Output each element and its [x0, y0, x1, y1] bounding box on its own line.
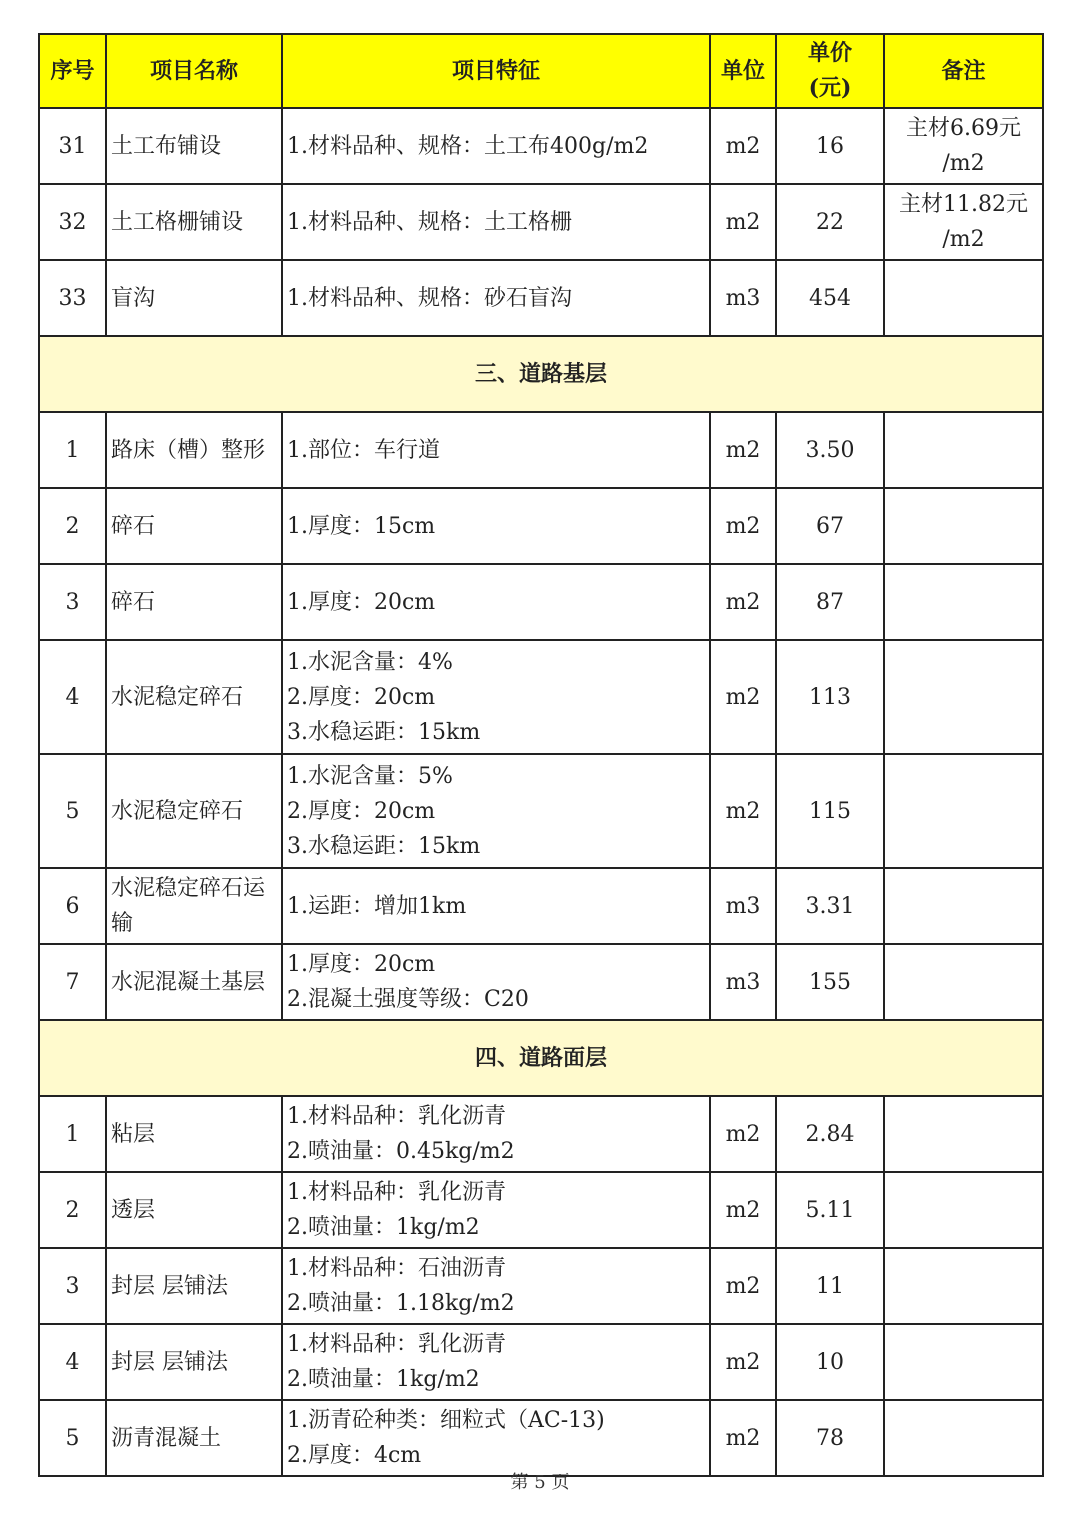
table-row: [39, 868, 1043, 944]
row-feature: [282, 108, 710, 184]
row-no: 7: [39, 944, 106, 1020]
feature-line: 1.材料品种：石油沥青: [287, 1256, 506, 1281]
row-name: 沥青混凝土: [106, 1400, 282, 1476]
feature-line: 2.厚度：20cm: [287, 798, 436, 824]
header-unit: 单位: [710, 34, 776, 108]
row-price: 22: [776, 184, 884, 260]
table-row: [39, 754, 1043, 868]
row-note: [884, 1172, 1043, 1248]
header-no: 序号: [39, 34, 106, 108]
row-unit: m2: [710, 184, 776, 260]
note-line: 主材6.69元: [906, 116, 1021, 141]
row-price: 115: [776, 754, 884, 868]
table-row: [39, 412, 1043, 488]
row-no: 31: [39, 108, 106, 184]
row-note: [884, 754, 1043, 868]
row-name: 碎石: [106, 564, 282, 640]
row-feature: [282, 1400, 710, 1476]
row-unit: m2: [710, 1400, 776, 1476]
row-price: 155: [776, 944, 884, 1020]
row-no: 5: [39, 1400, 106, 1476]
row-name: 封层 层铺法: [106, 1248, 282, 1324]
feature-line: 2.喷油量：1.18kg/m2: [287, 1291, 515, 1316]
row-price: 3.50: [776, 412, 884, 488]
row-note: [884, 868, 1043, 944]
row-name: 盲沟: [106, 260, 282, 336]
row-feature: [282, 260, 710, 336]
header-price: [776, 34, 884, 108]
row-unit: m2: [710, 412, 776, 488]
row-note: [884, 260, 1043, 336]
row-price: 113: [776, 640, 884, 754]
row-name: 透层: [106, 1172, 282, 1248]
row-feature: [282, 868, 710, 944]
row-price: 5.11: [776, 1172, 884, 1248]
table-row: [39, 184, 1043, 260]
row-price: 16: [776, 108, 884, 184]
row-note: [884, 1324, 1043, 1400]
table-row: [39, 1172, 1043, 1248]
row-note: [884, 1400, 1043, 1476]
section-title: 四、道路面层: [39, 1020, 1043, 1096]
table-row: [39, 640, 1043, 754]
row-price: 454: [776, 260, 884, 336]
header-note: 备注: [884, 34, 1043, 108]
feature-line: 2.喷油量：1kg/m2: [287, 1367, 480, 1392]
feature-line: 1.材料品种、规格：土工布400g/m2: [287, 133, 649, 159]
row-name: 粘层: [106, 1096, 282, 1172]
section-row: [39, 336, 1043, 412]
feature-line: 1.材料品种、规格：砂石盲沟: [287, 285, 572, 311]
header-price-unit: (元): [808, 75, 852, 101]
row-unit: m2: [710, 754, 776, 868]
row-note: [884, 412, 1043, 488]
page-footer: 第 5 页: [510, 1472, 570, 1493]
row-price: 78: [776, 1400, 884, 1476]
feature-line: 1.材料品种、规格：土工格栅: [287, 209, 572, 235]
row-no: 3: [39, 564, 106, 640]
feature-line: 3.水稳运距：15km: [287, 719, 481, 745]
row-name: 水泥稳定碎石: [106, 754, 282, 868]
row-no: 4: [39, 1324, 106, 1400]
row-note: [884, 184, 1043, 260]
feature-line: 3.水稳运距：15km: [287, 833, 481, 859]
row-unit: m2: [710, 488, 776, 564]
row-unit: m3: [710, 944, 776, 1020]
row-name: 水泥稳定碎石运输: [106, 868, 282, 944]
feature-line: 1.水泥含量：5%: [287, 763, 453, 789]
row-note: [884, 108, 1043, 184]
row-feature: [282, 184, 710, 260]
header-name: 项目名称: [106, 34, 282, 108]
feature-line: 1.部位：车行道: [287, 437, 440, 463]
row-no: 32: [39, 184, 106, 260]
table-row: [39, 1248, 1043, 1324]
row-price: 10: [776, 1324, 884, 1400]
feature-line: 1.材料品种：乳化沥青: [287, 1104, 506, 1129]
row-no: 4: [39, 640, 106, 754]
row-name: 水泥稳定碎石: [106, 640, 282, 754]
row-name: 土工布铺设: [106, 108, 282, 184]
table-row: [39, 108, 1043, 184]
row-price: 67: [776, 488, 884, 564]
table-row: [39, 1400, 1043, 1476]
feature-line: 2.厚度：20cm: [287, 684, 436, 710]
header-price-label: 单价: [807, 40, 852, 66]
row-unit: m2: [710, 1324, 776, 1400]
row-name: 封层 层铺法: [106, 1324, 282, 1400]
table-row: [39, 1096, 1043, 1172]
row-unit: m2: [710, 564, 776, 640]
feature-line: 2.喷油量：0.45kg/m2: [287, 1139, 515, 1164]
row-note: [884, 944, 1043, 1020]
row-price: 11: [776, 1248, 884, 1324]
row-no: 1: [39, 412, 106, 488]
feature-line: 1.厚度：20cm: [287, 952, 436, 977]
table-row: [39, 1324, 1043, 1400]
feature-line: 1.材料品种：乳化沥青: [287, 1332, 506, 1357]
feature-line: 2.喷油量：1kg/m2: [287, 1215, 480, 1240]
feature-line: 1.水泥含量：4%: [287, 649, 453, 675]
header-feature: 项目特征: [282, 34, 710, 108]
row-no: 33: [39, 260, 106, 336]
section-row: [39, 1020, 1043, 1096]
row-unit: m2: [710, 1172, 776, 1248]
row-no: 3: [39, 1248, 106, 1324]
row-feature: [282, 640, 710, 754]
row-feature: [282, 754, 710, 868]
feature-line: 1.材料品种：乳化沥青: [287, 1180, 506, 1205]
table-row: [39, 488, 1043, 564]
row-note: [884, 1096, 1043, 1172]
row-unit: m2: [710, 1248, 776, 1324]
header-row: [39, 34, 1043, 108]
feature-line: 1.运距：增加1km: [287, 893, 467, 919]
row-feature: [282, 1172, 710, 1248]
note-line: /m2: [942, 151, 985, 176]
row-note: [884, 640, 1043, 754]
row-feature: [282, 1248, 710, 1324]
row-price: 87: [776, 564, 884, 640]
row-price: 2.84: [776, 1096, 884, 1172]
row-note: [884, 564, 1043, 640]
feature-line: 1.沥青砼种类：细粒式（AC-13): [287, 1408, 605, 1433]
table-row: [39, 564, 1043, 640]
row-note: [884, 1248, 1043, 1324]
table-body: [39, 108, 1043, 1476]
row-feature: [282, 944, 710, 1020]
feature-line: 2.厚度：4cm: [287, 1443, 422, 1468]
row-feature: [282, 1096, 710, 1172]
price-table: [38, 33, 1044, 1477]
row-price: 3.31: [776, 868, 884, 944]
row-no: 2: [39, 1172, 106, 1248]
row-note: [884, 488, 1043, 564]
feature-line: 1.厚度：20cm: [287, 589, 436, 615]
row-name: 水泥混凝土基层: [106, 944, 282, 1020]
row-unit: m3: [710, 868, 776, 944]
note-line: 主材11.82元: [899, 192, 1028, 217]
row-feature: [282, 412, 710, 488]
section-title: 三、道路基层: [39, 336, 1043, 412]
feature-line: 2.混凝土强度等级：C20: [287, 987, 529, 1012]
row-name: 路床（槽）整形: [106, 412, 282, 488]
table-row: [39, 944, 1043, 1020]
table-row: [39, 260, 1043, 336]
feature-line: 1.厚度：15cm: [287, 513, 436, 539]
row-feature: [282, 488, 710, 564]
note-line: /m2: [942, 227, 985, 252]
row-no: 1: [39, 1096, 106, 1172]
row-unit: m2: [710, 108, 776, 184]
row-no: 2: [39, 488, 106, 564]
row-no: 5: [39, 754, 106, 868]
row-feature: [282, 1324, 710, 1400]
row-no: 6: [39, 868, 106, 944]
row-unit: m2: [710, 640, 776, 754]
row-name: 土工格栅铺设: [106, 184, 282, 260]
row-unit: m2: [710, 1096, 776, 1172]
row-feature: [282, 564, 710, 640]
row-name: 碎石: [106, 488, 282, 564]
row-unit: m3: [710, 260, 776, 336]
